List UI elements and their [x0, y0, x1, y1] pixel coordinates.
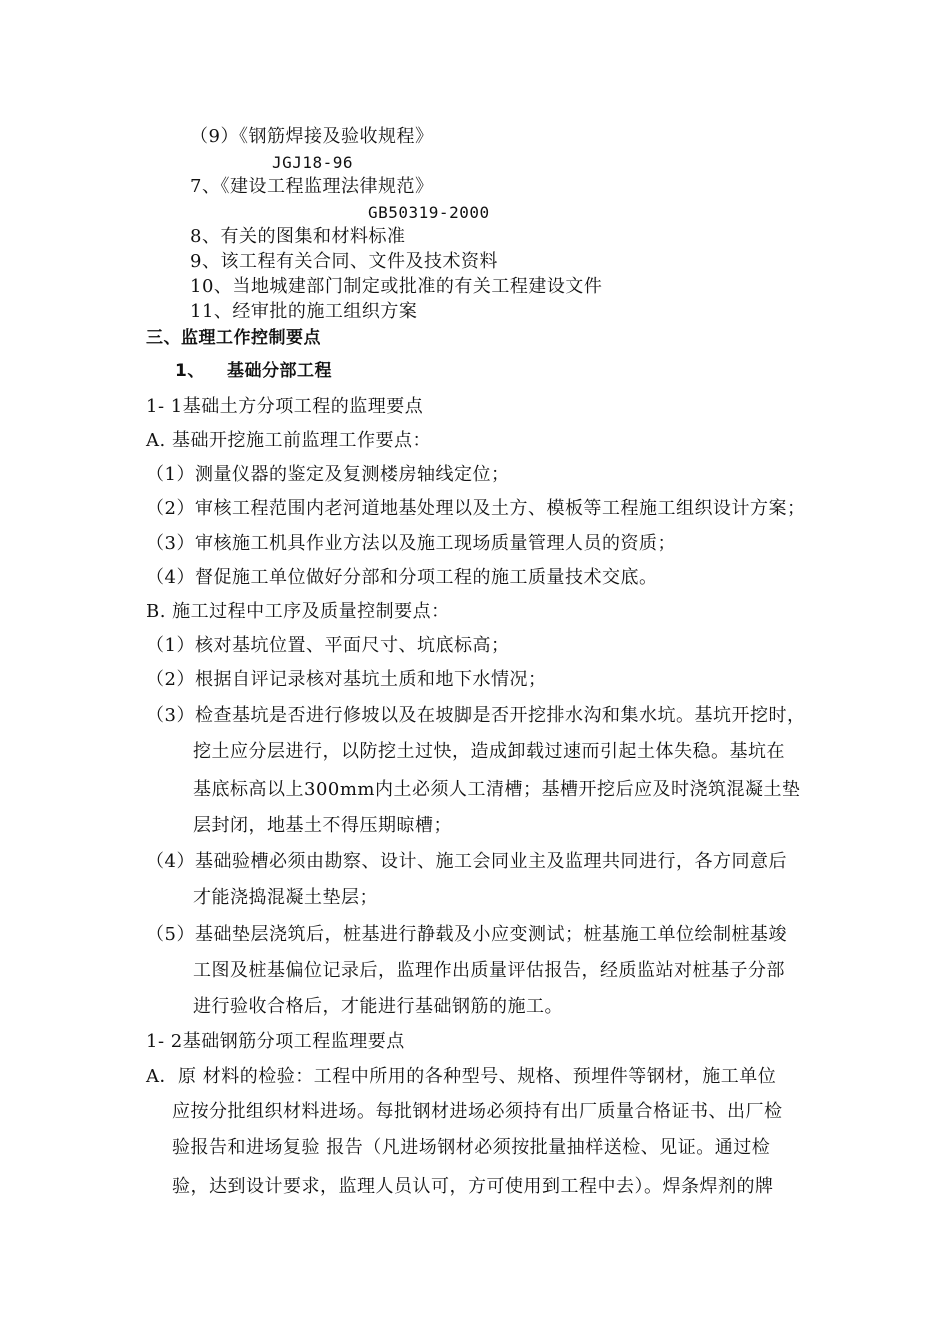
part-b-item-5-line-3: 进行验收合格后，才能进行基础钢筋的施工。 [193, 996, 563, 1017]
part-a-item-4: （4）督促施工单位做好分部和分项工程的施工质量技术交底。 [146, 567, 658, 588]
part-b-item-2: （2）根据自评记录核对基坑土质和地下水情况； [146, 669, 547, 690]
part-b-item-5-line-1: （5）基础垫层浇筑后，桩基进行静载及小应变测试；桩基施工单位绘制桩基竣 [146, 924, 787, 945]
part-a-item-1: （1）测量仪器的鉴定及复测楼房轴线定位； [146, 464, 510, 485]
part-b-item-3-line-1: （3）检查基坑是否进行修坡以及在坡脚是否开挖排水沟和集水坑。基坑开挖时， [146, 705, 806, 726]
subsection-number: 1、 [175, 361, 205, 381]
part-a-item-3: （3）审核施工机具作业方法以及施工现场质量管理人员的资质； [146, 533, 676, 554]
list-item-8: 8、有关的图集和材料标准 [190, 226, 406, 247]
part-b-item-3-line-4: 层封闭，地基土不得压期晾槽； [193, 815, 452, 836]
part-c-line-2: 应按分批组织材料进场。每批钢材进场必须持有出厂质量合格证书、出厂检 [172, 1101, 783, 1122]
list-item-10: 10、当地城建部门制定或批准的有关工程建设文件 [190, 276, 603, 297]
part-b-item-4-line-2: 才能浇捣混凝土垫层； [193, 887, 378, 908]
list-item-9: 9、该工程有关合同、文件及技术资料 [190, 251, 498, 272]
std-9-title: （9）《钢筋焊接及验收规程》 [190, 126, 434, 147]
part-c-line-1: A．原 材料的检验：工程中所用的各种型号、规格、预埋件等钢材，施工单位 [146, 1066, 777, 1087]
std-7-title: 7、《建设工程监理法律规范》 [190, 176, 434, 197]
part-c-line-4: 验，达到设计要求，监理人员认可，方可使用到工程中去）。焊条焊剂的牌 [172, 1176, 774, 1197]
std-9-code: JGJ18-96 [272, 153, 354, 172]
part-c-line-3: 验报告和进场复验 报告（凡进场钢材必须按批量抽样送检、见证。通过检 [172, 1137, 771, 1158]
subsection-1-2: 1- 2基础钢筋分项工程监理要点 [146, 1031, 405, 1052]
subsection-title: 基础分部工程 [227, 361, 332, 381]
subsection-1-1: 1- 1基础土方分项工程的监理要点 [146, 396, 424, 417]
part-a-item-2: （2）审核工程范围内老河道地基处理以及土方、模板等工程施工组织设计方案； [146, 498, 806, 519]
part-b-item-5-line-2: 工图及桩基偏位记录后，监理作出质量评估报告，经质监站对桩基子分部 [193, 960, 785, 981]
part-b-item-4-line-1: （4）基础验槽必须由勘察、设计、施工会同业主及监理共同进行，各方同意后 [146, 851, 787, 872]
part-b-item-3-line-3: 基底标高以上300mm内土必须人工清槽；基槽开挖后应及时浇筑混凝土垫 [193, 779, 801, 800]
std-7-code: GB50319-2000 [368, 203, 490, 222]
part-b-heading: B. 施工过程中工序及质量控制要点： [146, 601, 450, 622]
section-heading: 三、监理工作控制要点 [146, 328, 321, 348]
list-item-11: 11、经审批的施工组织方案 [190, 301, 418, 322]
part-b-item-3-line-2: 挖土应分层进行，以防挖土过快，造成卸载过速而引起土体失稳。基坑在 [193, 741, 785, 762]
part-a-heading: A. 基础开挖施工前监理工作要点： [146, 430, 431, 451]
part-b-item-1: （1）核对基坑位置、平面尺寸、坑底标高； [146, 635, 510, 656]
